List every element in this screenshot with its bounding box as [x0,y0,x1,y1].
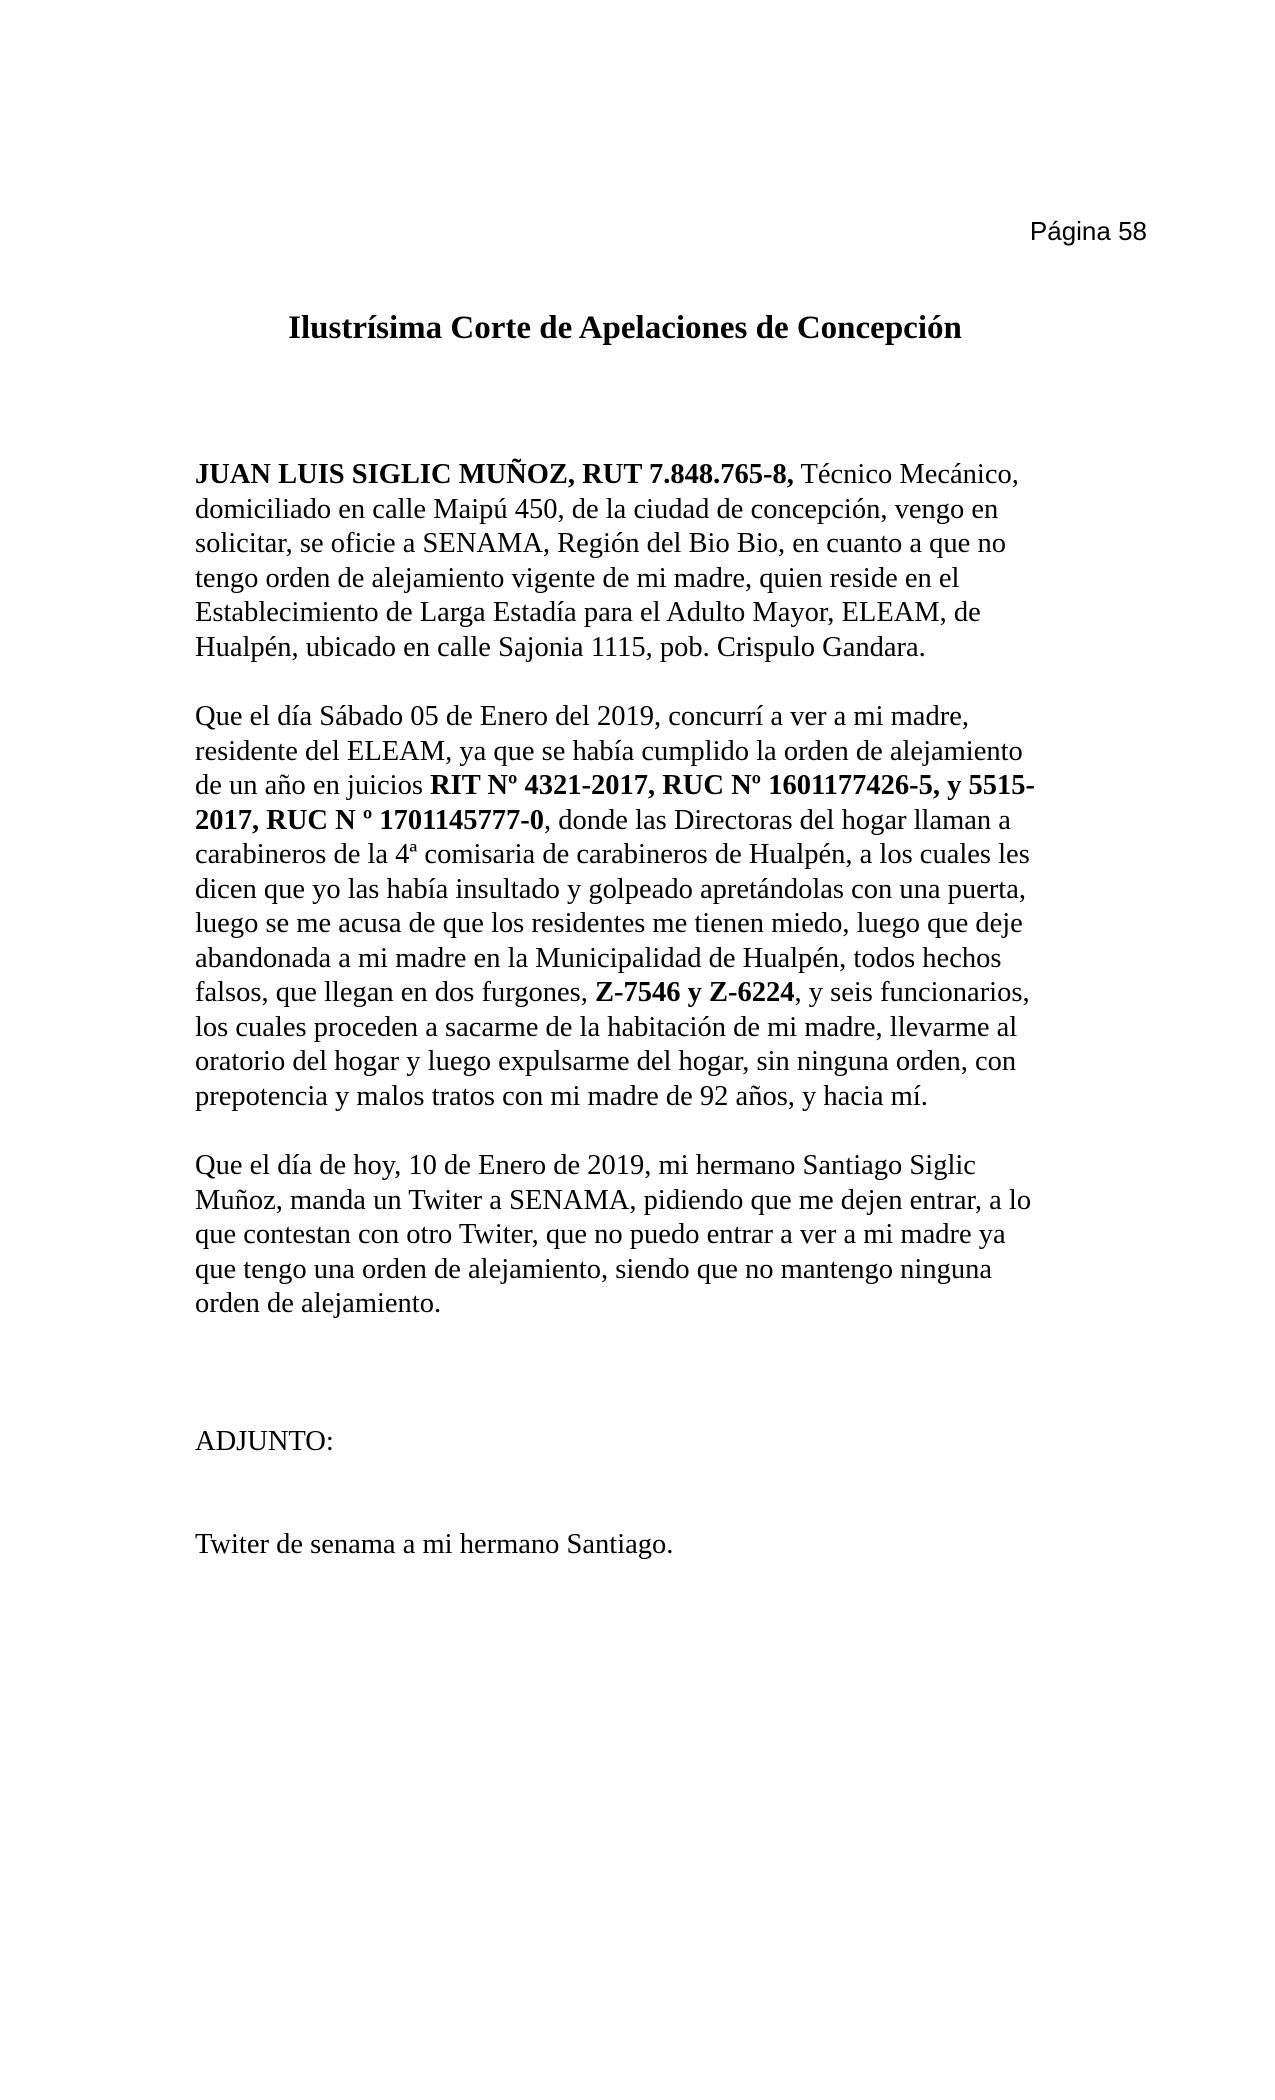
text-line: Muñoz, manda un Twiter a SENAMA, pidiendo que me dejen entrar, a lo [195,1184,1032,1216]
attachment-item [195,1528,1095,1563]
text-line: Hualpén, ubicado en calle Sajonia 1115, pob. Crispulo Gandara. [195,631,926,663]
text-line: residente del ELEAM, ya que se había cumplido la orden de alejamiento [195,735,1023,767]
paragraph-twitter [195,1149,1095,1322]
text-span: de un año en juicios [195,770,431,801]
text-line: oratorio del hogar y luego expulsarme del hogar, sin ninguna orden, con [195,1046,1017,1077]
petitioner-identity: JUAN LUIS SIGLIC MUÑOZ, RUT 7.848.765-8, [195,459,794,490]
case-numbers-cont: 2017, RUC N º 1701145777-0 [195,804,545,836]
paragraph-petition [195,458,1095,665]
text-line [195,804,1095,839]
text-span: Técnico Mecánico, [793,459,1019,490]
text-line: Establecimiento de Larga Estadía para el Adulto Mayor, ELEAM, de [195,597,981,628]
text-line: que tengo una orden de alejamiento, siendo que no mantengo ninguna [195,1253,992,1285]
text-line: Que el día Sábado 05 de Enero del 2019, concurrí a ver a mi madre, [195,701,969,732]
text-line: prepotencia y malos tratos con mi madre de 92 años, y hacia mí. [195,1080,928,1112]
text-line: que contestan con otro Twiter, que no puedo entrar a ver a mi madre ya [195,1219,1006,1250]
text-line [195,769,1095,804]
text-line: carabineros de la 4ª comisaria de carabineros de Hualpén, a los cuales les [195,839,1030,870]
paragraph-facts [195,700,1095,1114]
text-span: falsos, que llegan en dos furgones, [195,977,595,1008]
case-numbers: RIT Nº 4321-2017, RUC Nº 1601177426-5, y 5515- [430,770,1035,801]
text-line: abandonada a mi madre en la Municipalidad de Hualpén, todos hechos [195,942,1002,974]
document-title: Ilustrísima Corte de Apelaciones de Concepción [288,310,962,346]
text-line: luego se me acusa de que los residentes me tienen miedo, luego que deje [195,908,1023,939]
vehicle-plates: Z-7546 y Z-6224 [594,977,795,1008]
text-line: Que el día de hoy, 10 de Enero de 2019, mi hermano Santiago Siglic [195,1150,976,1181]
text-line: los cuales proceden a sacarme de la habitación de mi madre, llevarme al [195,1011,1018,1043]
text-span: , y seis funcionarios, [794,977,1030,1008]
attachment-item-text: Twiter de senama a mi hermano Santiago. [195,1529,674,1560]
text-line [195,976,1095,1011]
text-span: , donde las Directoras del hogar llaman a [544,804,1011,836]
text-line: domiciliado en calle Maipú 450, de la ciudad de concepción, vengo en [195,493,999,525]
attachment-heading [195,1425,1095,1460]
text-line: tengo orden de alejamiento vigente de mi madre, quien reside en el [195,562,960,594]
text-line: orden de alejamiento. [195,1288,442,1319]
text-line: solicitar, se oficie a SENAMA, Región del Bio Bio, en cuanto a que no [195,528,1006,559]
page-number: Página 58 [1029,216,1147,246]
text-line: dicen que yo las había insultado y golpeado apretándolas con una puerta, [195,873,1026,905]
attachment-heading-text: ADJUNTO: [195,1426,334,1457]
text-line [195,458,1095,493]
